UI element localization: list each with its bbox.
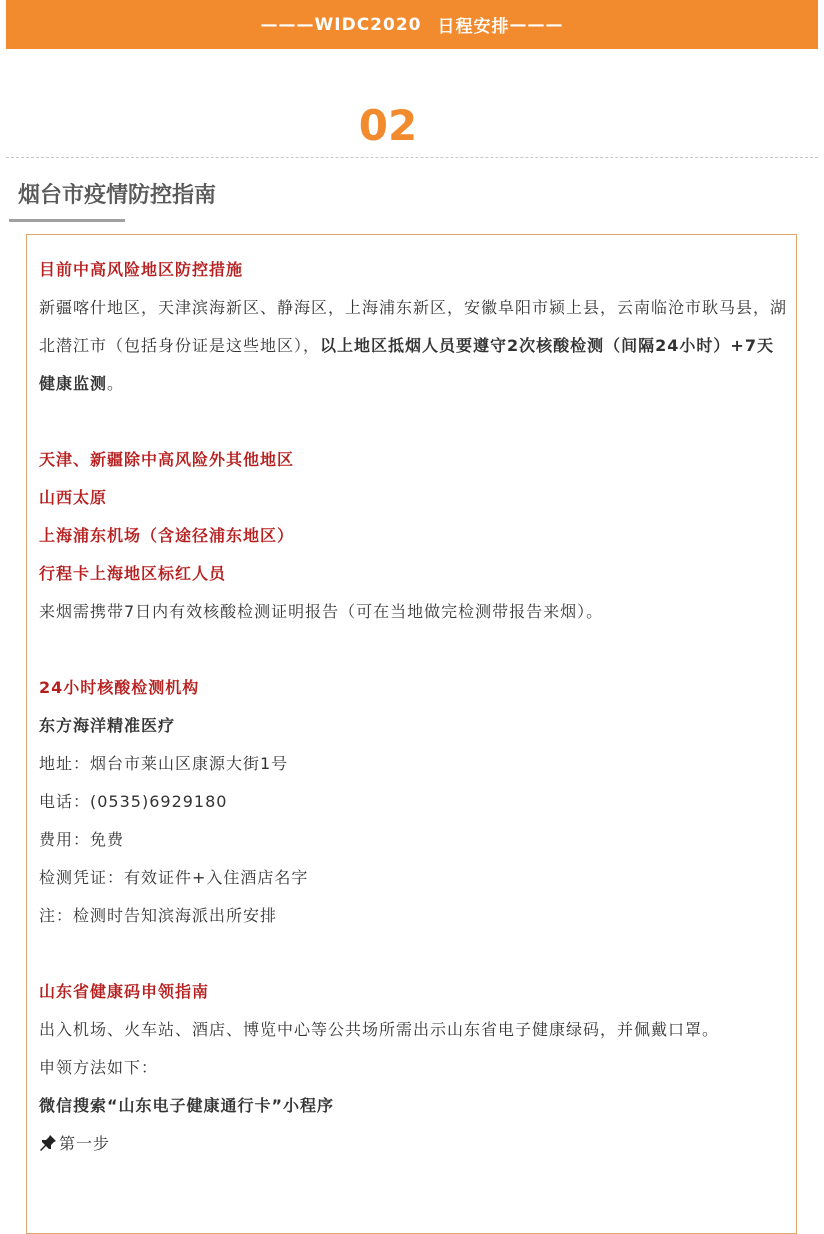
banner-right-dashes: ——— bbox=[509, 14, 564, 35]
testing-credentials: 检测凭证：有效证件+入住酒店名字 bbox=[39, 868, 309, 887]
divider bbox=[6, 157, 818, 158]
spacer bbox=[39, 935, 789, 973]
trip-card-heading: 行程卡上海地区标红人员 bbox=[39, 564, 227, 583]
health-code-heading: 山东省健康码申领指南 bbox=[39, 982, 210, 1001]
header-banner bbox=[6, 0, 818, 49]
testing-phone: 电话：(0535)6929180 bbox=[39, 792, 228, 811]
high-risk-paragraph bbox=[39, 289, 789, 403]
shanxi-heading: 山西太原 bbox=[39, 488, 108, 507]
high-risk-requirement: 以上地区抵烟人员要遵守2次核酸检测（间隔24小时）+7天健康监测 bbox=[39, 336, 774, 393]
testing-org-name: 东方海洋精准医疗 bbox=[39, 716, 176, 735]
testing-address: 地址：烟台市莱山区康源大街1号 bbox=[39, 754, 289, 773]
testing-heading: 24小时核酸检测机构 bbox=[39, 678, 200, 697]
high-risk-text: 新疆喀什地区，天津滨海新区、静海区，上海浦东新区，安徽阜阳市颍上县，云南临沧市耿马县，湖北潜江市（包括身份证是这些地区）， bbox=[39, 298, 788, 355]
high-risk-heading: 目前中高风险地区防控措施 bbox=[39, 260, 244, 279]
pushpin-icon bbox=[39, 1128, 57, 1146]
step-one bbox=[39, 1125, 789, 1163]
wechat-search-instruction: 微信搜索“山东电子健康通行卡”小程序 bbox=[39, 1096, 335, 1115]
banner-left-dashes: ——— bbox=[260, 14, 315, 35]
application-method: 申领方法如下： bbox=[39, 1058, 159, 1077]
report-requirement-text: 来烟需携带7日内有效核酸检测证明报告（可在当地做完检测带报告来烟）。 bbox=[39, 602, 604, 621]
section-number: 02 bbox=[358, 101, 418, 150]
section-title: 烟台市疫情防控指南 bbox=[18, 183, 217, 208]
health-code-text: 出入机场、火车站、酒店、博览中心等公共场所需出示山东省电子健康绿码，并佩戴口罩。 bbox=[39, 1020, 720, 1039]
banner-subtitle: 日程安排 bbox=[437, 17, 510, 37]
spacer bbox=[39, 631, 789, 669]
title-underline bbox=[9, 219, 125, 222]
high-risk-end: 。 bbox=[107, 374, 125, 393]
guide-content bbox=[39, 251, 789, 1163]
spacer bbox=[39, 403, 789, 441]
banner-title: WIDC2020 bbox=[314, 14, 422, 35]
other-area-heading: 天津、新疆除中高风险外其他地区 bbox=[39, 450, 295, 469]
testing-fee: 费用：免费 bbox=[39, 830, 125, 849]
step-one-label: 第一步 bbox=[59, 1134, 111, 1153]
pudong-heading: 上海浦东机场（含途径浦东地区） bbox=[39, 526, 295, 545]
testing-note: 注：检测时告知滨海派出所安排 bbox=[39, 906, 278, 925]
